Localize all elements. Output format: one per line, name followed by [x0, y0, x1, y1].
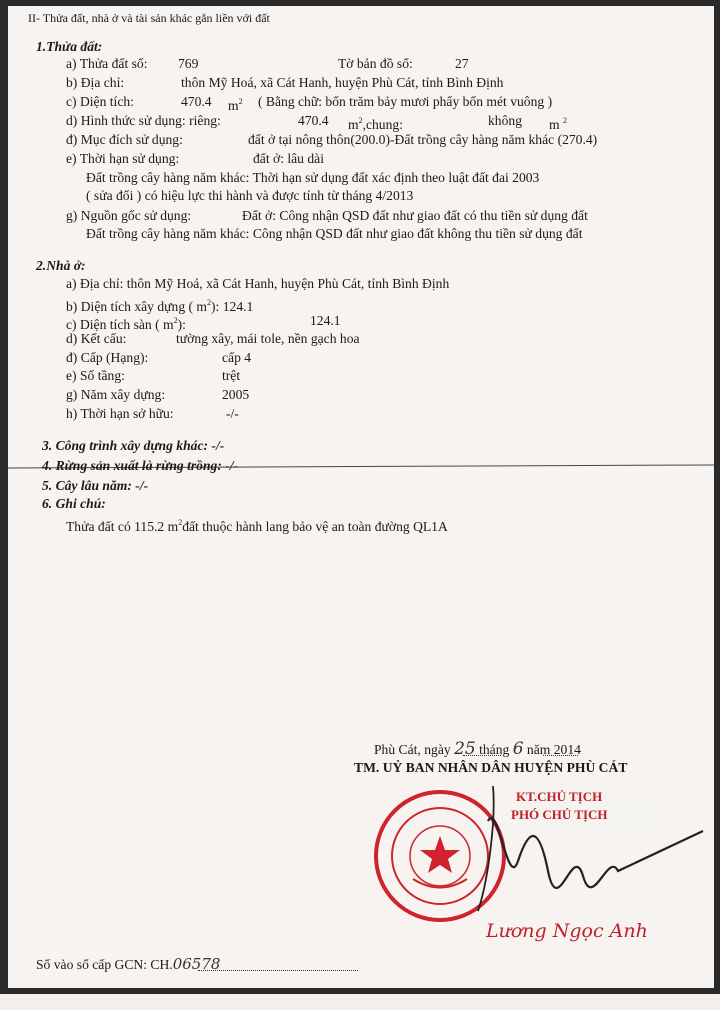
land-parcel-number: 769	[178, 56, 199, 71]
house-structure: tường xây, mái tole, nền gạch hoa	[176, 331, 360, 346]
land-origin-residential: Đất ở: Công nhận QSD đất như giao đất có thu tiền sử dụng đất	[242, 208, 588, 223]
house-ownership-term-label: h) Thời hạn sở hữu:	[66, 406, 174, 421]
signing-place-date: Phù Cát, ngày 25 tháng 6 năm 2014	[374, 739, 581, 759]
issuing-authority: TM. UỶ BAN NHÂN DÂN HUYỆN PHÙ CÁT	[354, 760, 628, 775]
house-floors: trệt	[222, 368, 241, 383]
signer-name: Lương Ngọc Anh	[486, 920, 648, 942]
section-3-other-works: 3. Công trình xây dựng khác: -/-	[42, 438, 225, 453]
house-floor-area-label: c) Diện tích sàn ( $m^2$):	[66, 316, 186, 332]
use-form-label: d) Hình thức sử dụng: riêng:	[66, 113, 221, 128]
land-origin-annual-crop: Đất trồng cây hàng năm khác: Công nhận QSD đất như giao đất không thu tiền sử dụng đất	[86, 226, 583, 241]
map-sheet-label: Tờ bản đồ số:	[338, 56, 413, 71]
house-grade-label: đ) Cấp (Hạng):	[66, 350, 149, 365]
use-form-common-label: $m^2,chung$:	[348, 116, 403, 132]
land-parcel-number-label: a) Thửa đất số:	[66, 56, 148, 71]
registry-dotted-line	[198, 970, 358, 971]
map-sheet-number: 27	[455, 56, 469, 71]
house-floor-area: 124.1	[310, 313, 341, 328]
house-structure-label: d) Kết cấu:	[66, 331, 127, 346]
house-ownership-term: -/-	[226, 406, 239, 421]
use-term-annual-crop-1: Đất trồng cây hàng năm khác: Thời hạn sử dụng đất xác định theo luật đất đai 2003	[86, 170, 540, 185]
house-year: 2005	[222, 387, 250, 402]
notes-text: Thửa đất có 115.2 $m^2đất$ thuộc hành lang bảo vệ an toàn đường QL1A	[66, 518, 448, 534]
land-area-label: c) Diện tích:	[66, 94, 134, 109]
registry-number: Số vào sổ cấp GCN: CH.06578	[36, 955, 221, 973]
land-area-unit: $m^2$	[228, 97, 243, 113]
use-term-label: e) Thời hạn sử dụng:	[66, 151, 180, 166]
stamp-title-2: PHÓ CHỦ TỊCH	[511, 807, 608, 822]
section-6-notes-title: 6. Ghi chú:	[42, 496, 106, 511]
land-address-label: b) Địa chỉ:	[66, 75, 125, 90]
section-2-title: 2.Nhà ở:	[36, 258, 86, 273]
house-building-area: b) Diện tích xây dựng ( $m^2$): 124.1	[66, 298, 254, 314]
use-form-common-unit: m $^2$	[549, 116, 567, 132]
red-seal-icon	[376, 792, 504, 920]
official-seal-and-signature	[368, 781, 708, 981]
land-area-in-words: ( Bằng chữ: bốn trăm bảy mươi phẩy bốn mét vuông )	[258, 94, 553, 109]
use-form-private: 470.4	[298, 113, 329, 128]
stamp-title-1: KT.CHỦ TỊCH	[516, 789, 603, 804]
day-dotted-line	[463, 755, 501, 756]
section-5-perennial-trees: 5. Cây lâu năm: -/-	[42, 478, 149, 493]
next-page-edge	[0, 994, 720, 1010]
section-4-production-forest: 4. Rừng sản xuất là rừng trồng: -/-	[42, 458, 239, 473]
section-1-title: 1.Thửa đất:	[36, 39, 103, 54]
house-grade: cấp 4	[222, 350, 252, 365]
use-term-residential: đất ở: lâu dài	[253, 151, 324, 166]
section-heading-cut: II- Thửa đất, nhà ở và tài sản khác gắn liền với đất	[28, 11, 270, 25]
house-address: a) Địa chỉ: thôn Mỹ Hoá, xã Cát Hanh, huyện Phù Cát, tỉnh Bình Định	[66, 276, 450, 291]
land-area: 470.4	[181, 94, 212, 109]
land-address: thôn Mỹ Hoá, xã Cát Hanh, huyện Phù Cát, tỉnh Bình Định	[181, 75, 504, 90]
use-purpose-label: đ) Mục đích sử dụng:	[66, 132, 183, 147]
use-form-common-value: không	[488, 113, 522, 128]
use-purpose: đất ở tại nông thôn(200.0)-Đất trồng cây hàng năm khác (270.4)	[248, 132, 598, 147]
land-certificate-page	[8, 6, 714, 988]
house-year-label: g) Năm xây dựng:	[66, 387, 166, 402]
use-term-annual-crop-2: ( sửa đổi ) có hiệu lực thi hành và được tính từ tháng 4/2013	[86, 188, 414, 203]
land-origin-label: g) Nguồn gốc sử dụng:	[66, 208, 192, 223]
house-floors-label: e) Số tầng:	[66, 368, 125, 383]
month-dotted-line	[543, 755, 578, 756]
